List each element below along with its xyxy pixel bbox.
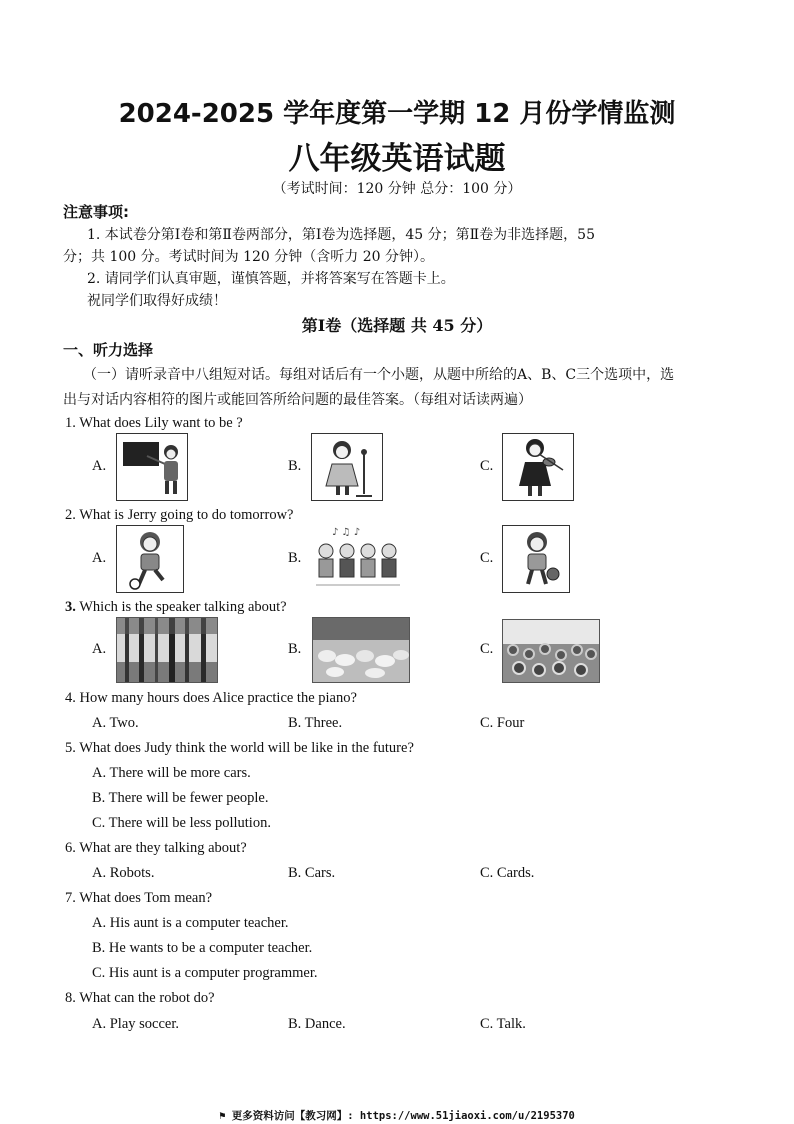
question-4: 4. How many hours does Alice practice the piano? <box>65 690 357 706</box>
soccer-player-icon <box>116 525 184 593</box>
q2-option-c-letter: C. <box>480 550 494 566</box>
sunflower-field-photo <box>502 619 600 683</box>
basketball-player-icon <box>502 525 570 593</box>
q2-option-a-letter: A. <box>92 550 107 566</box>
q1-option-b-letter: B. <box>288 458 302 474</box>
notice-line-1: 1. 本试卷分第Ⅰ卷和第Ⅱ卷两部分，第Ⅰ卷为选择题，45 分；第Ⅱ卷为非选择题，55 <box>87 227 595 243</box>
singer-icon <box>311 433 383 501</box>
q6-option-a: A. Robots. <box>92 865 155 881</box>
footer-link[interactable]: ⚑ 更多资料访问【教习网】: https://www.51jiaoxi.com/u/2195370 <box>219 1110 575 1122</box>
flag-icon: ⚑ <box>219 1110 232 1122</box>
part1-title: 第Ⅰ卷（选择题 共 45 分） <box>301 316 493 335</box>
q2-option-b-letter: B. <box>288 550 302 566</box>
q8-option-a: A. Play soccer. <box>92 1016 179 1032</box>
question-6: 6. What are they talking about? <box>65 840 247 856</box>
q3-option-b-letter: B. <box>288 641 302 657</box>
q1-option-c-letter: C. <box>480 458 494 474</box>
teacher-icon <box>116 433 188 501</box>
q5-option-c: C. There will be less pollution. <box>92 815 271 831</box>
notice-line-3: 2. 请同学们认真审题，谨慎答题，并将答案写在答题卡上。 <box>87 271 455 287</box>
sheep-flock-photo <box>312 617 410 683</box>
q4-option-a: A. Two. <box>92 715 139 731</box>
q6-option-b: B. Cars. <box>288 865 336 881</box>
q7-option-b: B. He wants to be a computer teacher. <box>92 940 313 956</box>
violinist-icon <box>502 433 574 501</box>
q1-option-a-letter: A. <box>92 458 107 474</box>
section1-heading: 一、听力选择 <box>63 341 154 359</box>
question-8: 8. What can the robot do? <box>65 990 215 1006</box>
q4-option-c: C. Four <box>480 715 525 731</box>
notice-heading: 注意事项: <box>63 203 129 221</box>
forest-photo <box>116 617 218 683</box>
question-3: 3. Which is the speaker talking about? <box>65 599 287 615</box>
singing-children-icon <box>312 523 404 591</box>
question-7: 7. What does Tom mean? <box>65 890 213 906</box>
svg-text:♪ ♫ ♪: ♪ ♫ ♪ <box>332 527 361 538</box>
q8-option-b: B. Dance. <box>288 1016 346 1032</box>
q7-option-c: C. His aunt is a computer programmer. <box>92 965 318 981</box>
question-5: 5. What does Judy think the world will be like in the future? <box>65 740 414 756</box>
q5-option-a: A. There will be more cars. <box>92 765 251 781</box>
exam-info: （考试时间：120 分钟 总分：100 分） <box>272 181 522 197</box>
q5-option-b: B. There will be fewer people. <box>92 790 269 806</box>
section1-instruction-1: （一）请听录音中八组短对话。每组对话后有一个小题，从题中所给的A、B、C三个选项中，选 <box>83 367 675 383</box>
q3-option-c-letter: C. <box>480 641 494 657</box>
exam-title-line1: 2024-2025 学年度第一学期 12 月份学情监测 <box>118 99 676 129</box>
question-2: 2. What is Jerry going to do tomorrow? <box>65 507 294 523</box>
q6-option-c: C. Cards. <box>480 865 535 881</box>
section1-instruction-2: 出与对话内容相符的图片或能回答所给问题的最佳答案。（每组对话读两遍） <box>63 392 532 408</box>
exam-title-line2: 八年级英语试题 <box>288 141 506 177</box>
question-1: 1. What does Lily want to be ? <box>65 415 243 431</box>
notice-line-2: 分；共 100 分。考试时间为 120 分钟（含听力 20 分钟）。 <box>63 249 434 265</box>
q4-option-b: B. Three. <box>288 715 343 731</box>
notice-line-4: 祝同学们取得好成绩！ <box>87 293 227 309</box>
q7-option-a: A. His aunt is a computer teacher. <box>92 915 289 931</box>
q8-option-c: C. Talk. <box>480 1016 526 1032</box>
q3-option-a-letter: A. <box>92 641 107 657</box>
